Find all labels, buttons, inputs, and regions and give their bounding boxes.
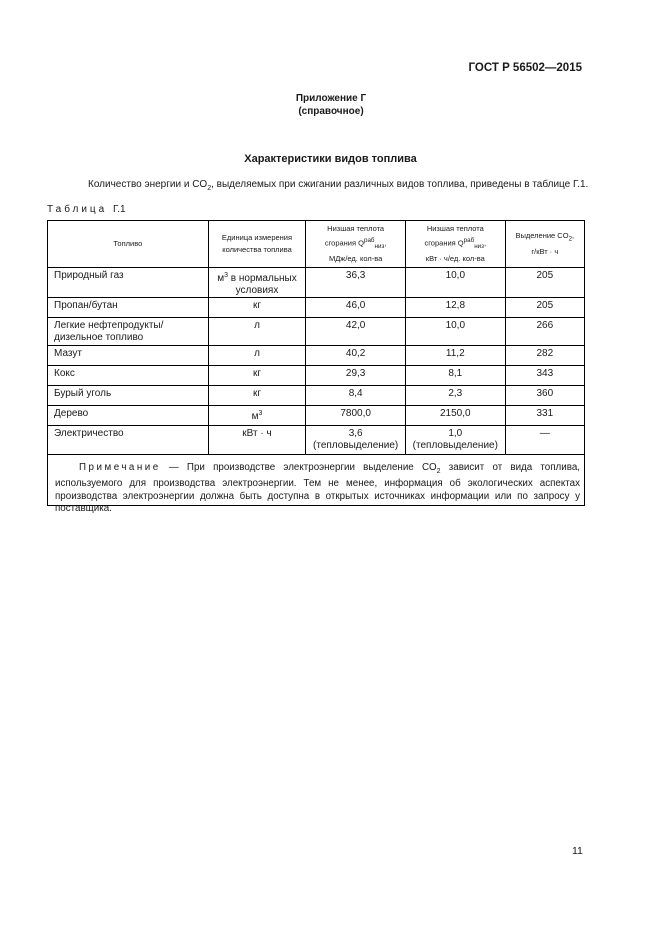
cell-heat-kwh [405,426,505,455]
table-row [48,318,585,346]
cell-co2: 343 [505,366,584,386]
cell-heat-kwh: 11,2 [405,346,505,366]
header-unit-text: Единица измерения количества топлива [221,233,293,254]
cell-fuel: Мазут [48,346,209,366]
appendix-heading [0,92,661,118]
cell-heat-mj: 46,0 [306,298,406,318]
document-code: ГОСТ Р 56502—2015 [468,62,582,74]
cell-unit [208,268,306,298]
table-row [48,268,585,298]
header-heat-mj-line1: Низшая теплота [327,224,385,233]
cell-fuel: Кокс [48,366,209,386]
header-heat-kwh-q: сгорания Q [424,238,464,248]
header-unit [208,221,306,268]
cell-unit: кг [208,298,306,318]
cell-co2: 205 [505,298,584,318]
table-row [48,386,585,406]
header-co2-sub: 2 [568,235,573,243]
header-heat-mj-q: сгорания Q [324,238,364,248]
cell-heat-mj: 7800,0 [306,406,406,426]
cell-co2: 331 [505,406,584,426]
intro-text-start: Количество энергии и CO [88,179,208,190]
table-row [48,366,585,386]
cell-unit: л [208,346,306,366]
cell-unit: кг [208,386,306,406]
cell-fuel: Легкие нефтепродукты/дизельное топливо [48,318,209,346]
cell-heat-kwh: 8,1 [405,366,505,386]
unit-prefix: м [217,273,225,284]
table-caption [47,204,126,215]
cell-heat-kwh: 2150,0 [405,406,505,426]
header-heat-kwh-line3: кВт · ч/ед. кол-ва [425,254,485,263]
cell-co2: 266 [505,318,584,346]
cell-heat-mj: 42,0 [306,318,406,346]
note-text-end: зависит от вида топлива, используемого для производства электроэнергии. Тем не менее, информация об экологических аспектах производства электроэнергии должна быть доступна в открытых источниках информации или по запросу у поставщика. [55,462,581,515]
intro-text-end: , выделяемых при сжигании различных видов топлива, приведены в таблице Г.1. [211,179,589,190]
header-heat-mj-sub: низ [374,243,385,250]
unit-suffix: в нормальных условиях [228,273,297,296]
header-co2 [505,221,584,268]
cell-heat-mj [306,426,406,455]
header-heat-kwh-sup: раб [463,237,475,244]
appendix-subtitle: (справочное) [298,106,364,117]
cell-heat-kwh: 10,0 [405,268,505,298]
page-number: 11 [572,845,583,857]
header-heat-kwh-sub: низ [474,243,484,250]
cell-co2: 205 [505,268,584,298]
cell-heat-kwh: 12,8 [405,298,505,318]
heat-mj-value: 3,6 [348,428,363,439]
unit-sup: 3 [258,410,263,417]
heat-kwh-value: 1,0 [448,428,463,439]
table-row [48,426,585,455]
header-co2-line1: Выделение $CO_2$, [515,231,575,243]
header-fuel: Топливо [48,221,209,268]
header-heat-kwh-line1: Низшая теплота [426,224,484,233]
unit-prefix: м [251,411,259,422]
intro-sub: 2 [207,185,212,192]
cell-fuel: Электричество [48,426,209,455]
header-heat-kwh-line2: сгорания $Q^{раб}_{низ}$, [424,237,487,250]
cell-heat-mj: 29,3 [306,366,406,386]
intro-paragraph [88,179,588,192]
appendix-title: Приложение Г [295,93,367,104]
header-heat-mj-line2: сгорания $Q^{раб}_{низ}$, [324,237,387,250]
cell-unit: л [208,318,306,346]
header-co2-line2: г/кВт · ч [531,246,559,256]
cell-co2: 282 [505,346,584,366]
table-row [48,406,585,426]
note-label: Примечание [79,462,161,473]
table-caption-number: Г.1 [113,204,126,215]
cell-heat-kwh: 10,0 [405,318,505,346]
table-row [48,298,585,318]
header-heat-kwh [405,221,505,268]
section-title: Характеристики видов топлива [244,153,417,165]
cell-co2: 360 [505,386,584,406]
unit-sup: 3 [224,272,229,279]
heat-mj-note: (тепловыделение) [313,440,399,451]
note-sub: 2 [436,467,441,475]
table-header-row [48,221,585,268]
cell-heat-kwh: 2,3 [405,386,505,406]
header-heat-mj-sup: раб [363,237,375,244]
cell-unit: кг [208,366,306,386]
cell-fuel: Природный газ [48,268,209,298]
cell-heat-mj: 8,4 [306,386,406,406]
cell-fuel: Пропан/бутан [48,298,209,318]
cell-unit: кВт · ч [208,426,306,455]
header-heat-mj-line3: МДж/ед. кол-ва [328,254,383,263]
header-heat-mj [306,221,406,268]
cell-co2: — [505,426,584,455]
cell-heat-mj: 36,3 [306,268,406,298]
cell-fuel: Дерево [48,406,209,426]
note-text-start: — При производстве электроэнергии выделение CO [160,462,437,473]
heat-kwh-note: (тепловыделение) [412,440,498,451]
cell-heat-mj: 40,2 [306,346,406,366]
table-note [55,462,580,516]
cell-unit [208,406,306,426]
table-caption-word: Таблица [47,204,108,215]
header-co2-text: Выделение CO [515,231,569,241]
table-row [48,346,585,366]
cell-fuel: Бурый уголь [48,386,209,406]
